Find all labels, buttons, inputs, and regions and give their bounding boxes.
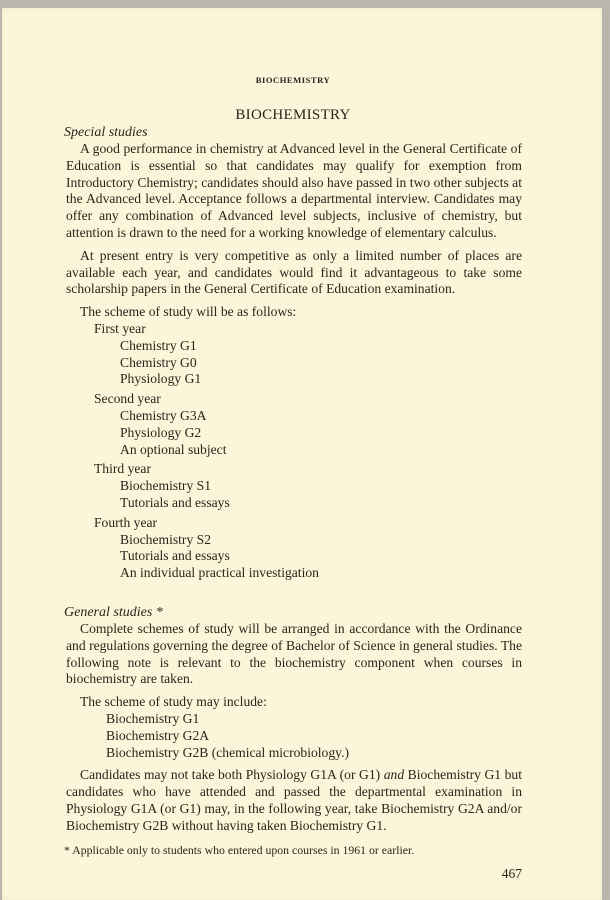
general-studies-heading: General studies * — [64, 604, 163, 620]
course-item: Biochemistry S2 — [120, 531, 212, 547]
scheme-intro: The scheme of study will be as follows: — [80, 304, 297, 320]
course-item: Biochemistry G2A — [106, 727, 210, 743]
course-item: Tutorials and essays — [120, 548, 230, 564]
general-studies-body — [64, 621, 522, 835]
course-item: An individual practical investigation — [120, 565, 319, 581]
course-item: Physiology G2 — [120, 424, 202, 440]
course-item: Chemistry G1 — [120, 337, 197, 353]
paragraph: A good performance in chemistry at Advanced level in the General Certificate of Education is essential so that candidates may qualify for exemption from Introductory Chemistry; candidates should also have passed in two other subjects at the Advanced level. Acceptance follows a departmental interview. Candidates may offer any combination of Advanced level subjects, inclusive of chemistry, but attention is drawn to the need for a working knowledge of elementary calculus. — [66, 141, 522, 240]
note-text: Biochemistry G1 but candidates who have attended and passed the departmental examination in Physiology G1A (or G1) may, in the following year, take Biochemistry G2A and/or Biochemistry G2B without having taken Biochemistry G1. — [66, 767, 522, 833]
restriction-note — [66, 767, 522, 834]
course-item: Chemistry G0 — [120, 354, 197, 370]
page-title: BIOCHEMISTRY — [235, 107, 351, 123]
note-text: Candidates may not take both Physiology G1A (or G1) — [80, 767, 384, 783]
course-item: Physiology G1 — [120, 371, 202, 387]
footnote: * Applicable only to students who entered upon courses in 1961 or earlier. — [64, 843, 415, 858]
special-studies-body — [64, 141, 522, 582]
course-item: Tutorials and essays — [120, 494, 230, 510]
course-item: Biochemistry G1 — [106, 710, 200, 726]
paragraph: At present entry is very competitive as only a limited number of places are available each year, and candidates would find it advantageous to take some scholarship papers in the General Certificate of Education examination. — [66, 247, 522, 297]
course-item: Biochemistry G2B (chemical microbiology.) — [106, 744, 349, 760]
course-item: Biochemistry S1 — [120, 478, 212, 494]
year-label: Fourth year — [94, 514, 158, 530]
course-item: An optional subject — [120, 441, 227, 457]
course-item: Chemistry G3A — [120, 407, 207, 423]
scheme-intro: The scheme of study may include: — [80, 694, 267, 710]
paragraph: Complete schemes of study will be arranged in accordance with the Ordinance and regulations governing the degree of Bachelor of Science in general studies. The following note is relevant to the biochemistry component when courses in biochemistry are taken. — [66, 620, 522, 687]
year-label: First year — [94, 320, 146, 336]
year-label: Second year — [94, 391, 161, 407]
special-studies-heading: Special studies — [64, 125, 148, 140]
running-head: BIOCHEMISTRY — [255, 75, 331, 85]
note-emphasis: and — [383, 767, 405, 783]
year-label: Third year — [94, 461, 151, 477]
document-page — [2, 8, 602, 900]
page-number: 467 — [501, 866, 522, 882]
